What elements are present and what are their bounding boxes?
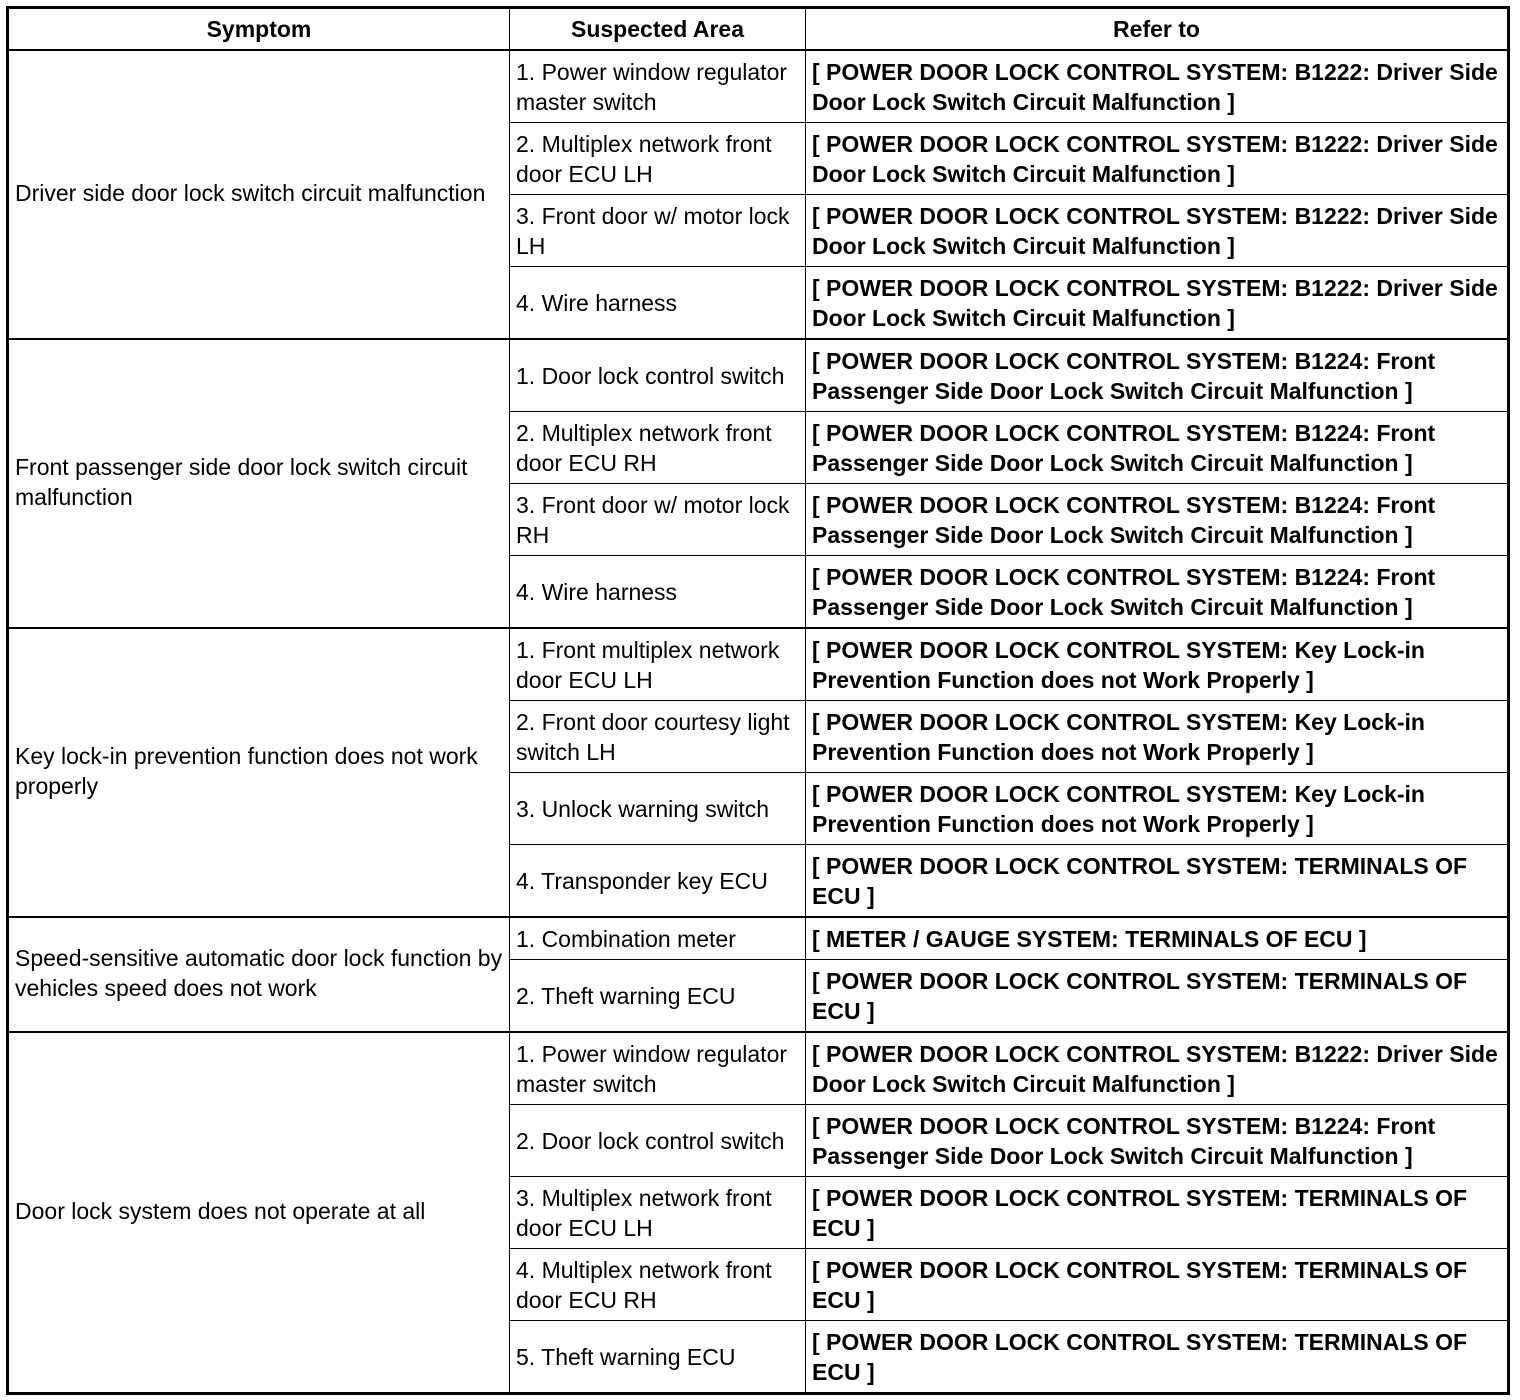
refer-to-link[interactable]: [ POWER DOOR LOCK CONTROL SYSTEM: TERMINALS OF ECU ]	[806, 1321, 1509, 1394]
symptom-cell: Driver side door lock switch circuit malfunction	[8, 50, 510, 339]
refer-to-link[interactable]: [ POWER DOOR LOCK CONTROL SYSTEM: Key Lock-in Prevention Function does not Work Properly ]	[806, 701, 1509, 773]
refer-to-link[interactable]: [ POWER DOOR LOCK CONTROL SYSTEM: Key Lock-in Prevention Function does not Work Properly ]	[806, 628, 1509, 701]
refer-to-link[interactable]: [ POWER DOOR LOCK CONTROL SYSTEM: B1222: Driver Side Door Lock Switch Circuit Malfunction ]	[806, 50, 1509, 123]
suspected-area-cell: 2. Multiplex network front door ECU RH	[510, 412, 806, 484]
refer-to-link[interactable]: [ POWER DOOR LOCK CONTROL SYSTEM: TERMINALS OF ECU ]	[806, 1177, 1509, 1249]
suspected-area-cell: 5. Theft warning ECU	[510, 1321, 806, 1394]
refer-to-link[interactable]: [ POWER DOOR LOCK CONTROL SYSTEM: B1222: Driver Side Door Lock Switch Circuit Malfunction ]	[806, 123, 1509, 195]
header-suspected-area: Suspected Area	[510, 8, 806, 51]
suspected-area-cell: 1. Power window regulator master switch	[510, 50, 806, 123]
refer-to-link[interactable]: [ POWER DOOR LOCK CONTROL SYSTEM: B1224: Front Passenger Side Door Lock Switch Circuit Malfunction ]	[806, 339, 1509, 412]
symptom-cell: Front passenger side door lock switch circuit malfunction	[8, 339, 510, 628]
refer-to-link[interactable]: [ POWER DOOR LOCK CONTROL SYSTEM: B1222: Driver Side Door Lock Switch Circuit Malfunction ]	[806, 1032, 1509, 1105]
refer-to-link[interactable]: [ POWER DOOR LOCK CONTROL SYSTEM: Key Lock-in Prevention Function does not Work Properly ]	[806, 773, 1509, 845]
header-refer-to: Refer to	[806, 8, 1509, 51]
table-row	[8, 628, 1509, 701]
refer-to-link[interactable]: [ POWER DOOR LOCK CONTROL SYSTEM: TERMINALS OF ECU ]	[806, 1249, 1509, 1321]
symptom-cell: Speed-sensitive automatic door lock function by vehicles speed does not work	[8, 917, 510, 1032]
suspected-area-cell: 3. Multiplex network front door ECU LH	[510, 1177, 806, 1249]
symptom-cell: Door lock system does not operate at all	[8, 1032, 510, 1394]
suspected-area-cell: 4. Wire harness	[510, 556, 806, 629]
table-row	[8, 1032, 1509, 1105]
suspected-area-cell: 4. Multiplex network front door ECU RH	[510, 1249, 806, 1321]
suspected-area-cell: 1. Power window regulator master switch	[510, 1032, 806, 1105]
table-body	[8, 50, 1509, 1394]
refer-to-link[interactable]: [ POWER DOOR LOCK CONTROL SYSTEM: B1222: Driver Side Door Lock Switch Circuit Malfunction ]	[806, 195, 1509, 267]
refer-to-link[interactable]: [ POWER DOOR LOCK CONTROL SYSTEM: TERMINALS OF ECU ]	[806, 845, 1509, 918]
suspected-area-cell: 2. Door lock control switch	[510, 1105, 806, 1177]
suspected-area-cell: 1. Combination meter	[510, 917, 806, 960]
suspected-area-cell: 4. Transponder key ECU	[510, 845, 806, 918]
suspected-area-cell: 2. Front door courtesy light switch LH	[510, 701, 806, 773]
refer-to-link[interactable]: [ POWER DOOR LOCK CONTROL SYSTEM: B1224: Front Passenger Side Door Lock Switch Circuit Malfunction ]	[806, 484, 1509, 556]
suspected-area-cell: 3. Front door w/ motor lock LH	[510, 195, 806, 267]
table-row	[8, 917, 1509, 960]
refer-to-link[interactable]: [ POWER DOOR LOCK CONTROL SYSTEM: B1224: Front Passenger Side Door Lock Switch Circuit Malfunction ]	[806, 412, 1509, 484]
refer-to-link[interactable]: [ POWER DOOR LOCK CONTROL SYSTEM: B1224: Front Passenger Side Door Lock Switch Circuit Malfunction ]	[806, 1105, 1509, 1177]
suspected-area-cell: 4. Wire harness	[510, 267, 806, 340]
suspected-area-cell: 3. Front door w/ motor lock RH	[510, 484, 806, 556]
refer-to-link[interactable]: [ POWER DOOR LOCK CONTROL SYSTEM: TERMINALS OF ECU ]	[806, 960, 1509, 1033]
symptom-cell: Key lock-in prevention function does not work properly	[8, 628, 510, 917]
suspected-area-cell: 1. Front multiplex network door ECU LH	[510, 628, 806, 701]
suspected-area-cell: 2. Multiplex network front door ECU LH	[510, 123, 806, 195]
refer-to-link[interactable]: [ POWER DOOR LOCK CONTROL SYSTEM: B1224: Front Passenger Side Door Lock Switch Circuit Malfunction ]	[806, 556, 1509, 629]
table-row	[8, 339, 1509, 412]
problem-symptoms-table	[6, 6, 1510, 1395]
suspected-area-cell: 3. Unlock warning switch	[510, 773, 806, 845]
refer-to-link[interactable]: [ METER / GAUGE SYSTEM: TERMINALS OF ECU ]	[806, 917, 1509, 960]
refer-to-link[interactable]: [ POWER DOOR LOCK CONTROL SYSTEM: B1222: Driver Side Door Lock Switch Circuit Malfunction ]	[806, 267, 1509, 340]
suspected-area-cell: 2. Theft warning ECU	[510, 960, 806, 1033]
header-symptom: Symptom	[8, 8, 510, 51]
table-header-row	[8, 8, 1509, 51]
suspected-area-cell: 1. Door lock control switch	[510, 339, 806, 412]
table-row	[8, 50, 1509, 123]
